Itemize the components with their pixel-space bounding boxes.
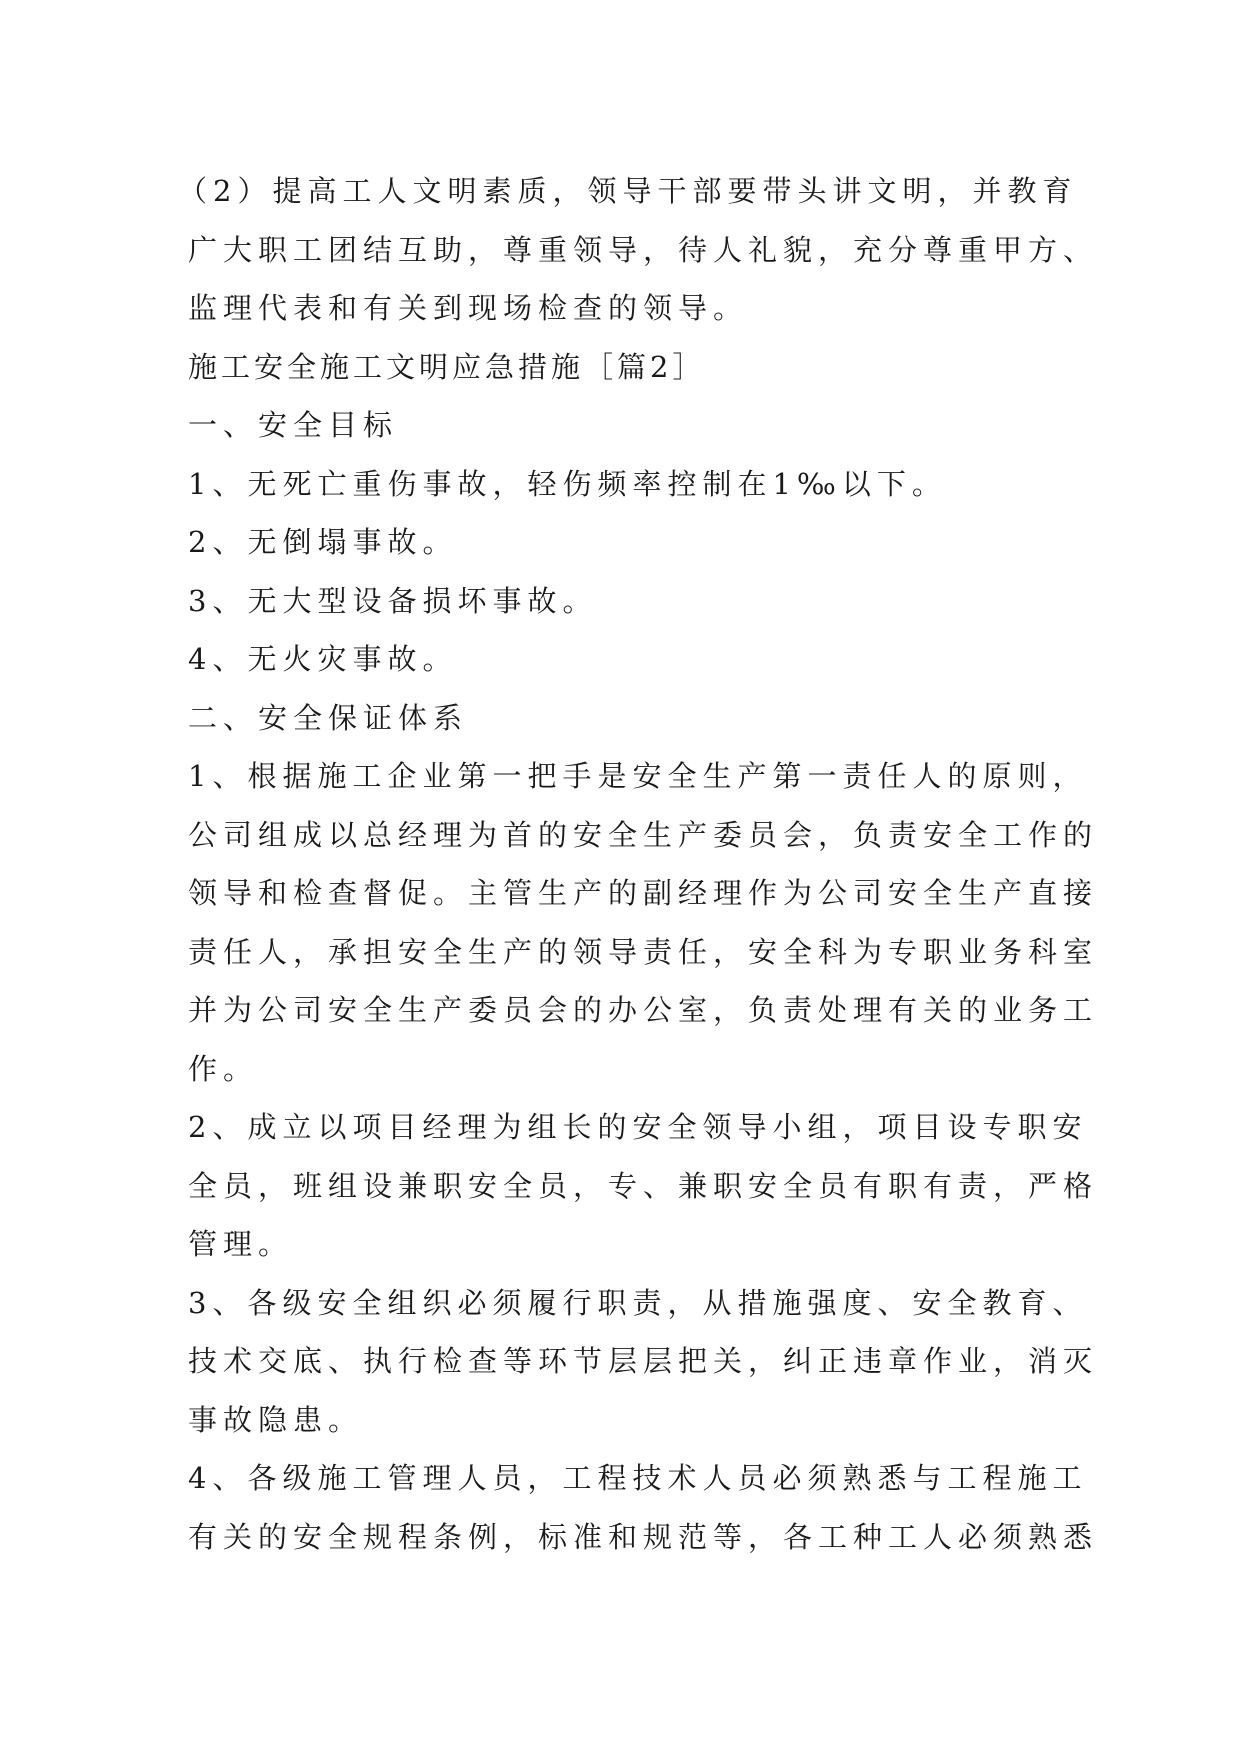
paragraph-line: 事故隐患。	[188, 1402, 364, 1437]
paragraph-line: 技术交底、执行检查等环节层层把关，纠正违章作业，消灭	[188, 1344, 1099, 1378]
paragraph-line: 4、各级施工管理人员，工程技术人员必须熟悉与工程施工	[188, 1461, 1088, 1495]
paragraph-line: 1、根据施工企业第一把手是安全生产第一责任人的原则，	[188, 759, 1088, 793]
section-heading: 二、安全保证体系	[188, 700, 469, 735]
paragraph-line: 公司组成以总经理为首的安全生产委员会，负责安全工作的	[188, 817, 1099, 852]
paragraph-line: 并为公司安全生产委员会的办公室，负责处理有关的业务工	[188, 993, 1099, 1027]
list-item: 4、无火灾事故。	[188, 642, 458, 676]
paragraph-line: 责任人，承担安全生产的领导责任，安全科为专职业务科室	[188, 934, 1099, 969]
paragraph-line: （2）提高工人文明素质，领导干部要带头讲文明，并教育	[178, 174, 1078, 208]
paragraph-line: 作。	[188, 1051, 259, 1086]
list-item: 2、无倒塌事故。	[188, 525, 458, 559]
paragraph-line: 3、各级安全组织必须履行职责，从措施强度、安全教育、	[188, 1285, 1088, 1320]
paragraph-line: 全员，班组设兼职安全员，专、兼职安全员有职有责，严格	[188, 1168, 1099, 1203]
paragraph-line: 广大职工团结互助，尊重领导，待人礼貌，充分尊重甲方、	[188, 232, 1099, 267]
paragraph-line: 领导和检查督促。主管生产的副经理作为公司安全生产直接	[188, 876, 1099, 910]
list-item: 1、无死亡重伤事故，轻伤频率控制在1‰以下。	[188, 466, 947, 501]
paragraph-line: 监理代表和有关到现场检查的领导。	[188, 291, 749, 325]
paragraph-line: 管理。	[188, 1227, 294, 1261]
section-heading: 一、安全目标	[188, 408, 399, 442]
list-item: 3、无大型设备损坏事故。	[188, 583, 598, 618]
paragraph-line: 2、成立以项目经理为组长的安全领导小组，项目设专职安	[188, 1110, 1088, 1144]
section-title: 施工安全施工文明应急措施［篇2］	[188, 349, 706, 384]
paragraph-line: 有关的安全规程条例，标准和规范等，各工种工人必须熟悉	[188, 1519, 1099, 1554]
document-body	[178, 162, 1099, 1566]
